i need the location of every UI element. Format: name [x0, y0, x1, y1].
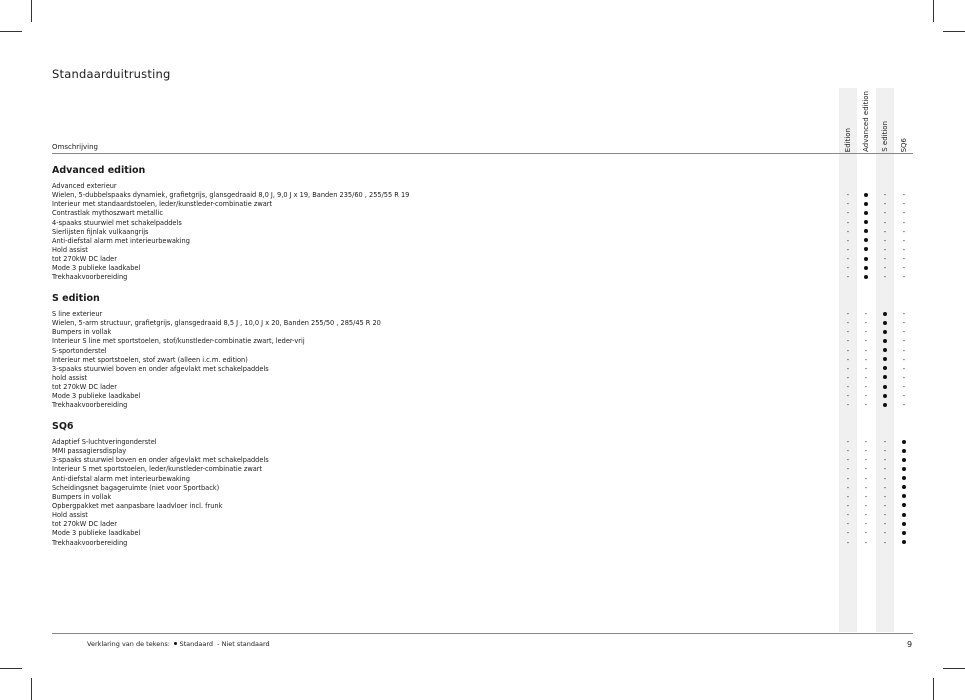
- table-row: [52, 401, 913, 410]
- not-standard-mark: -: [846, 529, 850, 538]
- not-standard-mark: -: [883, 483, 887, 492]
- not-standard-mark: -: [883, 236, 887, 245]
- not-standard-mark: -: [902, 236, 906, 245]
- not-standard-mark: -: [846, 483, 850, 492]
- section-title: Advanced edition: [52, 165, 146, 176]
- not-standard-mark: -: [846, 310, 850, 318]
- not-standard-mark: -: [846, 328, 850, 337]
- row-label: Hold assist: [52, 511, 88, 520]
- not-standard-mark: -: [902, 200, 906, 209]
- not-standard-mark: -: [846, 465, 850, 474]
- not-standard-mark: -: [883, 538, 887, 547]
- table-row: [52, 383, 913, 392]
- not-standard-mark: -: [902, 392, 906, 401]
- standard-dot-icon: [864, 238, 868, 242]
- standard-dot-icon: [895, 539, 913, 548]
- standard-dot-icon: [864, 229, 868, 233]
- table-row: [52, 475, 913, 484]
- crop-mark: [933, 0, 934, 22]
- standard-dot-icon: [902, 467, 906, 471]
- column-header-edition: Edition: [843, 127, 852, 152]
- row-label: Interieur S met sportstoelen, leder/kunstleder-combinatie zwart: [52, 465, 263, 474]
- standard-dot-icon: [883, 357, 887, 361]
- row-label: 3-spaaks stuurwiel boven en onder afgevlakt met schakelpaddels: [52, 364, 269, 373]
- row-label: Hold assist: [52, 245, 88, 254]
- not-standard-mark: -: [902, 328, 906, 337]
- standard-dot-icon: [883, 321, 887, 325]
- standard-dot-icon: [883, 394, 887, 398]
- not-standard-mark: -: [864, 492, 868, 501]
- row-label: Mode 3 publieke laadkabel: [52, 392, 141, 401]
- not-standard-mark: -: [864, 319, 868, 328]
- row-label: Advanced exterieur: [52, 182, 117, 190]
- not-standard-mark: -: [864, 447, 868, 456]
- row-label: Anti-diefstal alarm met interieurbewaking: [52, 474, 190, 483]
- not-standard-mark: -: [846, 191, 850, 200]
- column-header-sq6: SQ6: [899, 137, 908, 152]
- table-row: [52, 392, 913, 401]
- not-standard-mark: -: [846, 273, 850, 282]
- standard-dot-icon: [902, 522, 906, 526]
- standard-dot-icon: [857, 219, 875, 228]
- not-standard-mark: -: [883, 191, 887, 200]
- not-standard-mark: -: [902, 355, 906, 364]
- not-standard-mark: -: [902, 218, 906, 227]
- not-standard-mark: -: [902, 346, 906, 355]
- not-standard-mark: -: [846, 520, 850, 529]
- table-row: [52, 502, 913, 511]
- row-label: Anti-diefstal alarm met interieurbewaking: [52, 236, 190, 245]
- standard-dot-icon: [876, 310, 894, 319]
- standard-dot-icon: [902, 476, 906, 480]
- crop-mark: [943, 31, 965, 32]
- not-standard-mark: -: [864, 364, 868, 373]
- row-label: Sierlijsten fijnlak vulkaangrijs: [52, 227, 149, 236]
- not-standard-mark: -: [902, 310, 906, 318]
- not-standard-mark: -: [902, 264, 906, 273]
- table-row: [52, 520, 913, 529]
- not-standard-mark: -: [864, 355, 868, 364]
- table-row: [52, 365, 913, 374]
- standard-dot-icon: [857, 200, 875, 209]
- not-standard-mark: -: [846, 392, 850, 401]
- row-label: Interieur S line met sportstoelen, stof/kunstleder-combinatie zwart, leder-vrij: [52, 337, 305, 346]
- not-standard-mark: -: [846, 209, 850, 218]
- standard-dot-icon: [876, 401, 894, 410]
- section: [52, 421, 913, 548]
- row-label: Scheidingsnet bagageruimte (niet voor Sportback): [52, 483, 220, 492]
- not-standard-mark: -: [902, 383, 906, 392]
- row-label: tot 270kW DC lader: [52, 255, 117, 264]
- description-header: Omschrijving: [52, 143, 98, 151]
- standard-dot-icon: [857, 255, 875, 264]
- standard-dot-icon: [876, 337, 894, 346]
- standard-dot-icon: [883, 312, 887, 316]
- not-standard-mark: -: [864, 328, 868, 337]
- standard-dot-icon: [895, 465, 913, 474]
- row-label: Trekhaakvoorbereiding: [52, 538, 128, 547]
- standard-dot-icon: [902, 540, 906, 544]
- standard-dot-icon: [883, 385, 887, 389]
- standard-dot-icon: [864, 257, 868, 261]
- standard-dot-icon: [902, 513, 906, 517]
- not-standard-mark: -: [846, 236, 850, 245]
- table-row: [52, 539, 913, 548]
- not-standard-mark: -: [846, 364, 850, 373]
- not-standard-mark: -: [902, 209, 906, 218]
- table-row: [52, 456, 913, 465]
- standard-dot-icon: [876, 356, 894, 365]
- row-label: Bumpers in vollak: [52, 328, 112, 337]
- row-label: 3-spaaks stuurwiel boven en onder afgevlakt met schakelpaddels: [52, 456, 269, 465]
- section: [52, 293, 913, 411]
- row-label: Mode 3 publieke laadkabel: [52, 529, 141, 538]
- not-standard-mark: -: [902, 337, 906, 346]
- not-standard-mark: -: [883, 492, 887, 501]
- standard-dot-icon: [174, 642, 178, 646]
- not-standard-mark: -: [883, 245, 887, 254]
- not-standard-mark: -: [902, 373, 906, 382]
- not-standard-mark: -: [864, 474, 868, 483]
- table-row: [52, 319, 913, 328]
- not-standard-mark: -: [864, 483, 868, 492]
- table-row: [52, 438, 913, 447]
- standard-dot-icon: [864, 275, 868, 279]
- column-header-advanced-edition: Advanced edition: [861, 91, 870, 152]
- not-standard-mark: -: [883, 520, 887, 529]
- standard-dot-icon: [876, 347, 894, 356]
- not-standard-mark: -: [846, 401, 850, 410]
- not-standard-mark: -: [883, 218, 887, 227]
- crop-mark: [0, 668, 22, 669]
- table-row: [52, 246, 913, 255]
- not-standard-mark: -: [883, 200, 887, 209]
- header-divider: [52, 153, 913, 154]
- not-standard-mark: -: [883, 501, 887, 510]
- standard-dot-icon: [864, 202, 868, 206]
- standard-dot-icon: [895, 438, 913, 447]
- table-row: [52, 219, 913, 228]
- legend-not-standard: - Niet standaard: [217, 640, 270, 648]
- row-label: S-sportonderstel: [52, 346, 107, 355]
- row-label: Wielen, 5-arm structuur, grafietgrijs, glansgedraaid 8,5 J , 10,0 J x 20, Banden 255/50 , 285/45 R 20: [52, 319, 381, 328]
- not-standard-mark: -: [846, 501, 850, 510]
- not-standard-mark: -: [883, 209, 887, 218]
- not-standard-mark: -: [883, 438, 887, 446]
- not-standard-mark: -: [883, 227, 887, 236]
- table-row: [52, 209, 913, 218]
- table-row: [52, 337, 913, 346]
- table-row: [52, 447, 913, 456]
- table-row: [52, 374, 913, 383]
- standard-dot-icon: [864, 193, 868, 197]
- not-standard-mark: -: [846, 438, 850, 446]
- not-standard-mark: -: [846, 319, 850, 328]
- not-standard-mark: -: [883, 529, 887, 538]
- row-label: Contrastlak mythoszwart metallic: [52, 209, 164, 218]
- table-row: [52, 273, 913, 282]
- row-label: Trekhaakvoorbereiding: [52, 401, 128, 410]
- standard-dot-icon: [876, 383, 894, 392]
- standard-dot-icon: [876, 374, 894, 383]
- not-standard-mark: -: [864, 465, 868, 474]
- not-standard-mark: -: [902, 401, 906, 410]
- standard-dot-icon: [876, 392, 894, 401]
- page-number: 9: [907, 640, 913, 649]
- not-standard-mark: -: [864, 529, 868, 538]
- standard-dot-icon: [902, 485, 906, 489]
- not-standard-mark: -: [864, 337, 868, 346]
- legend-standard: Standaard: [179, 640, 214, 648]
- standard-dot-icon: [895, 520, 913, 529]
- standard-dot-icon: [895, 475, 913, 484]
- not-standard-mark: -: [883, 511, 887, 520]
- not-standard-mark: -: [864, 346, 868, 355]
- not-standard-mark: -: [846, 538, 850, 547]
- not-standard-mark: -: [864, 438, 868, 446]
- standard-dot-icon: [864, 247, 868, 251]
- section: [52, 165, 913, 283]
- not-standard-mark: -: [883, 255, 887, 264]
- crop-mark: [0, 31, 22, 32]
- not-standard-mark: -: [846, 245, 850, 254]
- not-standard-mark: -: [883, 273, 887, 282]
- not-standard-mark: -: [902, 255, 906, 264]
- not-standard-mark: -: [864, 373, 868, 382]
- standard-dot-icon: [883, 348, 887, 352]
- not-standard-mark: -: [883, 474, 887, 483]
- standard-dot-icon: [902, 440, 906, 444]
- standard-dot-icon: [883, 339, 887, 343]
- not-standard-mark: -: [864, 401, 868, 410]
- not-standard-mark: -: [883, 264, 887, 273]
- table-row: [52, 511, 913, 520]
- row-label: Mode 3 publieke laadkabel: [52, 264, 141, 273]
- row-label: hold assist: [52, 373, 88, 382]
- not-standard-mark: -: [846, 456, 850, 465]
- row-label: Trekhaakvoorbereiding: [52, 273, 128, 282]
- standard-dot-icon: [857, 228, 875, 237]
- section-title: S edition: [52, 293, 100, 304]
- standard-dot-icon: [895, 484, 913, 493]
- table-row: [52, 228, 913, 237]
- column-header-s-edition: S edition: [880, 121, 889, 152]
- standard-dot-icon: [895, 447, 913, 456]
- table-row: [52, 356, 913, 365]
- legend-prefix: Verklaring van de tekens:: [87, 640, 170, 648]
- standard-dot-icon: [883, 403, 887, 407]
- not-standard-mark: -: [902, 191, 906, 200]
- legend: [87, 640, 270, 648]
- table-row: [52, 484, 913, 493]
- table-row: [52, 465, 913, 474]
- row-label: Opbergpakket met aanpasbare laadvloer incl. frunk: [52, 501, 223, 510]
- not-standard-mark: -: [864, 383, 868, 392]
- standard-dot-icon: [876, 319, 894, 328]
- not-standard-mark: -: [846, 492, 850, 501]
- table-row: [52, 237, 913, 246]
- table-row: [52, 255, 913, 264]
- crop-mark: [31, 0, 32, 22]
- standard-dot-icon: [902, 449, 906, 453]
- table-row: [52, 182, 913, 191]
- not-standard-mark: -: [864, 392, 868, 401]
- crop-mark: [933, 678, 934, 700]
- table-row: [52, 328, 913, 337]
- standard-dot-icon: [895, 511, 913, 520]
- standard-dot-icon: [902, 531, 906, 535]
- not-standard-mark: -: [846, 447, 850, 456]
- standard-dot-icon: [864, 220, 868, 224]
- standard-dot-icon: [902, 458, 906, 462]
- not-standard-mark: -: [902, 273, 906, 282]
- row-label: 4-spaaks stuurwiel met schakelpaddels: [52, 218, 182, 227]
- table-row: [52, 264, 913, 273]
- row-label: Wielen, 5-dubbelspaaks dynamiek, grafietgrijs, glansgedraaid 8,0 J, 9,0 J x 19, Banden 235/60 , 255/55 R 19: [52, 191, 410, 200]
- standard-dot-icon: [902, 503, 906, 507]
- standard-dot-icon: [895, 493, 913, 502]
- row-label: Interieur met standaardstoelen, leder/kunstleder-combinatie zwart: [52, 200, 273, 209]
- page-title: Standaarduitrusting: [52, 67, 171, 81]
- row-label: Bumpers in vollak: [52, 492, 112, 501]
- standard-dot-icon: [857, 273, 875, 282]
- not-standard-mark: -: [846, 227, 850, 236]
- standard-dot-icon: [895, 529, 913, 538]
- not-standard-mark: -: [846, 337, 850, 346]
- standard-dot-icon: [883, 375, 887, 379]
- standard-dot-icon: [864, 266, 868, 270]
- standard-dot-icon: [895, 456, 913, 465]
- standard-dot-icon: [876, 328, 894, 337]
- not-standard-mark: -: [846, 373, 850, 382]
- not-standard-mark: -: [846, 346, 850, 355]
- not-standard-mark: -: [864, 520, 868, 529]
- not-standard-mark: -: [902, 319, 906, 328]
- not-standard-mark: -: [883, 447, 887, 456]
- table-row: [52, 191, 913, 200]
- not-standard-mark: -: [864, 501, 868, 510]
- not-standard-mark: -: [864, 310, 868, 318]
- row-label: S line exterieur: [52, 310, 103, 318]
- standard-dot-icon: [883, 330, 887, 334]
- not-standard-mark: -: [902, 364, 906, 373]
- row-label: Interieur met sportstoelen, stof zwart (alleen i.c.m. edition): [52, 355, 248, 364]
- table-row: [52, 310, 913, 319]
- standard-dot-icon: [902, 494, 906, 498]
- not-standard-mark: -: [846, 474, 850, 483]
- standard-dot-icon: [857, 191, 875, 200]
- not-standard-mark: -: [846, 218, 850, 227]
- footer-divider: [52, 633, 913, 634]
- not-standard-mark: -: [846, 383, 850, 392]
- row-label: tot 270kW DC lader: [52, 520, 117, 529]
- table-row: [52, 529, 913, 538]
- crop-mark: [943, 668, 965, 669]
- not-standard-mark: -: [864, 538, 868, 547]
- row-label: MMI passagiersdisplay: [52, 447, 127, 456]
- table-row: [52, 493, 913, 502]
- standard-dot-icon: [883, 366, 887, 370]
- row-label: Adaptief S-luchtveringonderstel: [52, 438, 157, 446]
- table-row: [52, 200, 913, 209]
- not-standard-mark: -: [902, 245, 906, 254]
- standard-dot-icon: [864, 211, 868, 215]
- not-standard-mark: -: [883, 456, 887, 465]
- table-row: [52, 347, 913, 356]
- standard-dot-icon: [857, 246, 875, 255]
- standard-dot-icon: [857, 209, 875, 218]
- section-title: SQ6: [52, 421, 74, 432]
- row-label: tot 270kW DC lader: [52, 383, 117, 392]
- not-standard-mark: -: [846, 264, 850, 273]
- not-standard-mark: -: [846, 200, 850, 209]
- standard-dot-icon: [895, 502, 913, 511]
- not-standard-mark: -: [846, 511, 850, 520]
- crop-mark: [31, 678, 32, 700]
- not-standard-mark: -: [864, 456, 868, 465]
- not-standard-mark: -: [846, 255, 850, 264]
- not-standard-mark: -: [883, 465, 887, 474]
- standard-dot-icon: [857, 264, 875, 273]
- not-standard-mark: -: [846, 355, 850, 364]
- standard-dot-icon: [857, 237, 875, 246]
- not-standard-mark: -: [864, 511, 868, 520]
- standard-dot-icon: [876, 365, 894, 374]
- not-standard-mark: -: [902, 227, 906, 236]
